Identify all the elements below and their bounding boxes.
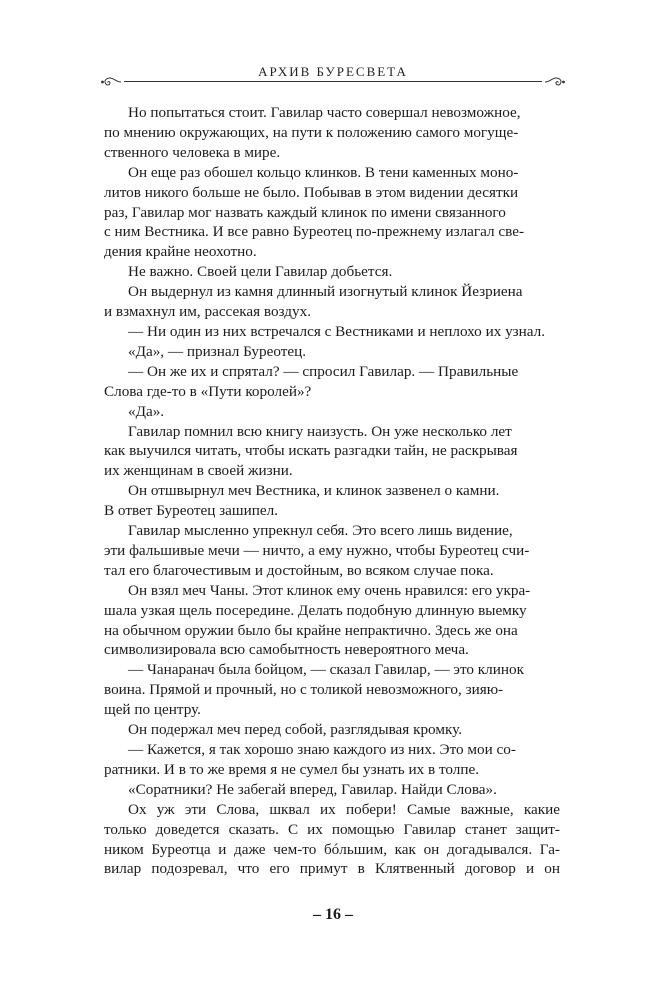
paragraph: Ох уж эти Слова, шквал их побери! Самые важные, какие только доведется сказать. С их помощью Гавилар станет защит- ником Буреотца и даже чем-то бóльшим, как он догадывался. Га- вилар подозревал, что его примут в Клятвенный договор и он [104,800,560,878]
ornament-swirl-right-icon [544,76,566,88]
paragraph: — Чанаранач была бойцом, — сказал Гавилар, — это клинок воина. Прямой и прочный, но с толикой невозможного, зияю- щей по центру. [104,661,524,719]
paragraph: «Да». [128,402,165,420]
paragraph: — Ни один из них встречался с Вестниками и неплохо их узнал. [128,322,546,340]
paragraph: Но попытаться стоит. Гавилар часто совершал невозможное, по мнению окружающих, на пути к положению самого могуще- ственного человека в мире. [104,104,521,161]
paragraph: — Кажется, я так хорошо знаю каждого из них. Это мои со- ратники. И в то же время я не сумел бы узнать их в толпе. [104,741,516,778]
book-title: АРХИВ БУРЕСВЕТА [258,64,408,79]
paragraph: Он подержал меч перед собой, разглядывая кромку. [128,721,462,739]
paragraph: Гавилар мысленно упрекнул себя. Это всего лишь видение, эти фальшивые мечи — ничто, а ему нужно, чтобы Буреотец счи- тал его благочестивым и достойным, во всяком случае пока. [104,522,530,579]
paragraph: Он выдернул из камня длинный изогнутый клинок Йезриена и взмахнул им, рассекая воздух. [104,283,523,321]
running-header [100,58,566,90]
paragraph: Не важно. Своей цели Гавилар добьется. [128,263,393,281]
body-text [104,103,560,879]
paragraph: «Да», — признал Буреотец. [128,342,307,360]
paragraph: Он взял меч Чаны. Этот клинок ему очень нравился: его укра- шала узкая щель посередине. Делать подобную длинную выемку на обычном оружии было бы крайне непрактично. Здесь же она символизировала всю самобытность невероятного меча. [104,581,531,659]
paragraph: Гавилар помнил всю книгу наизусть. Он уже несколько лет как выучился читать, чтобы искать разгадки тайн, не раскрывая их женщинам в своей жизни. [104,422,518,480]
paragraph: «Соратники? Не забегай вперед, Гавилар. Найди Слова». [128,780,497,798]
header-rule [124,81,542,82]
paragraph: — Он же их и спрятал? — спросил Гавилар. — Правильные Слова где-то в «Пути королей»? [104,362,519,400]
page-number: – 16 – [313,906,353,923]
paragraph: Он отшвырнул меч Вестника, и клинок зазвенел о камни. В ответ Буреотец зашипел. [104,482,500,520]
paragraph: Он еще раз обошел кольцо клинков. В тени каменных моно- литов никого больше не было. Побывав в этом видении десятки раз, Гавилар мог назвать каждый клинок по имени связанного с ним Вестника. И все равно Буреотец по-прежнему излагал све- дения крайне неохотно. [104,163,525,261]
